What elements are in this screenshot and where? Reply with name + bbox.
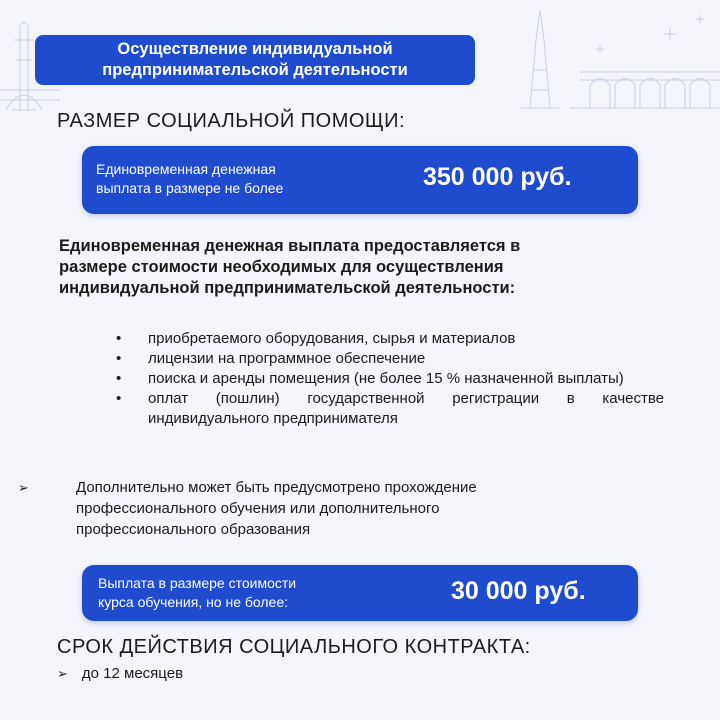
list-item-text: приобретаемого оборудования, сырья и материалов bbox=[148, 330, 516, 347]
lump-sum-desc-line-2: выплата в размере не более bbox=[96, 180, 284, 196]
contract-term-value: до 12 месяцев bbox=[81, 665, 184, 682]
paragraph-line-2: размере стоимости необходимых для осуществления bbox=[59, 258, 504, 276]
bullet-dot-icon bbox=[116, 349, 121, 369]
contract-term-heading: СРОК ДЕЙСТВИЯ СОЦИАЛЬНОГО КОНТРАКТА: bbox=[57, 636, 531, 658]
bullet-dot-icon bbox=[116, 329, 121, 349]
title-line-2: предпринимательской деятельности bbox=[102, 61, 408, 79]
paragraph-line-3: индивидуальной предпринимательской деятельности: bbox=[59, 279, 516, 297]
payment-description-paragraph bbox=[59, 236, 659, 299]
additional-line-3: профессионального образования bbox=[76, 521, 311, 538]
training-desc-line-2: курса обучения, но не более: bbox=[98, 594, 289, 610]
additional-training-note bbox=[18, 477, 638, 540]
list-item bbox=[116, 369, 664, 389]
list-item bbox=[116, 329, 664, 349]
list-item-text: оплат (пошлин) государственной регистрации в качестве индивидуального предпринимателя bbox=[148, 390, 664, 427]
list-item bbox=[116, 389, 664, 429]
lump-sum-payment-box bbox=[82, 146, 638, 214]
additional-line-1: Дополнительно может быть предусмотрено прохождение bbox=[76, 479, 477, 496]
paragraph-line-1: Единовременная денежная выплата предоставляется в bbox=[59, 237, 521, 255]
training-payment-amount: 30 000 руб. bbox=[451, 577, 586, 605]
bullet-dot-icon bbox=[116, 369, 121, 389]
list-item bbox=[116, 349, 664, 369]
lump-sum-desc-line-1: Единовременная денежная bbox=[96, 161, 276, 177]
lump-sum-amount: 350 000 руб. bbox=[423, 163, 572, 191]
additional-line-2: профессионального обучения или дополнительного bbox=[76, 500, 440, 517]
title-line-1: Осуществление индивидуальной bbox=[117, 40, 393, 58]
social-help-heading: РАЗМЕР СОЦИАЛЬНОЙ ПОМОЩИ: bbox=[57, 110, 406, 132]
training-payment-description bbox=[98, 574, 296, 612]
training-desc-line-1: Выплата в размере стоимости bbox=[98, 575, 297, 591]
expense-list bbox=[116, 329, 664, 429]
contract-term-value-row bbox=[57, 665, 183, 682]
list-item-text: лицензии на программное обеспечение bbox=[148, 350, 426, 367]
title-banner bbox=[35, 35, 475, 85]
arrowhead-right-icon: ➢ bbox=[57, 666, 68, 681]
bullet-dot-icon bbox=[116, 389, 121, 409]
training-payment-box bbox=[82, 565, 638, 621]
list-item-text: поиска и аренды помещения (не более 15 % назначенной выплаты) bbox=[148, 370, 624, 387]
lump-sum-description bbox=[96, 160, 283, 198]
arrowhead-right-icon: ➢ bbox=[18, 480, 29, 495]
